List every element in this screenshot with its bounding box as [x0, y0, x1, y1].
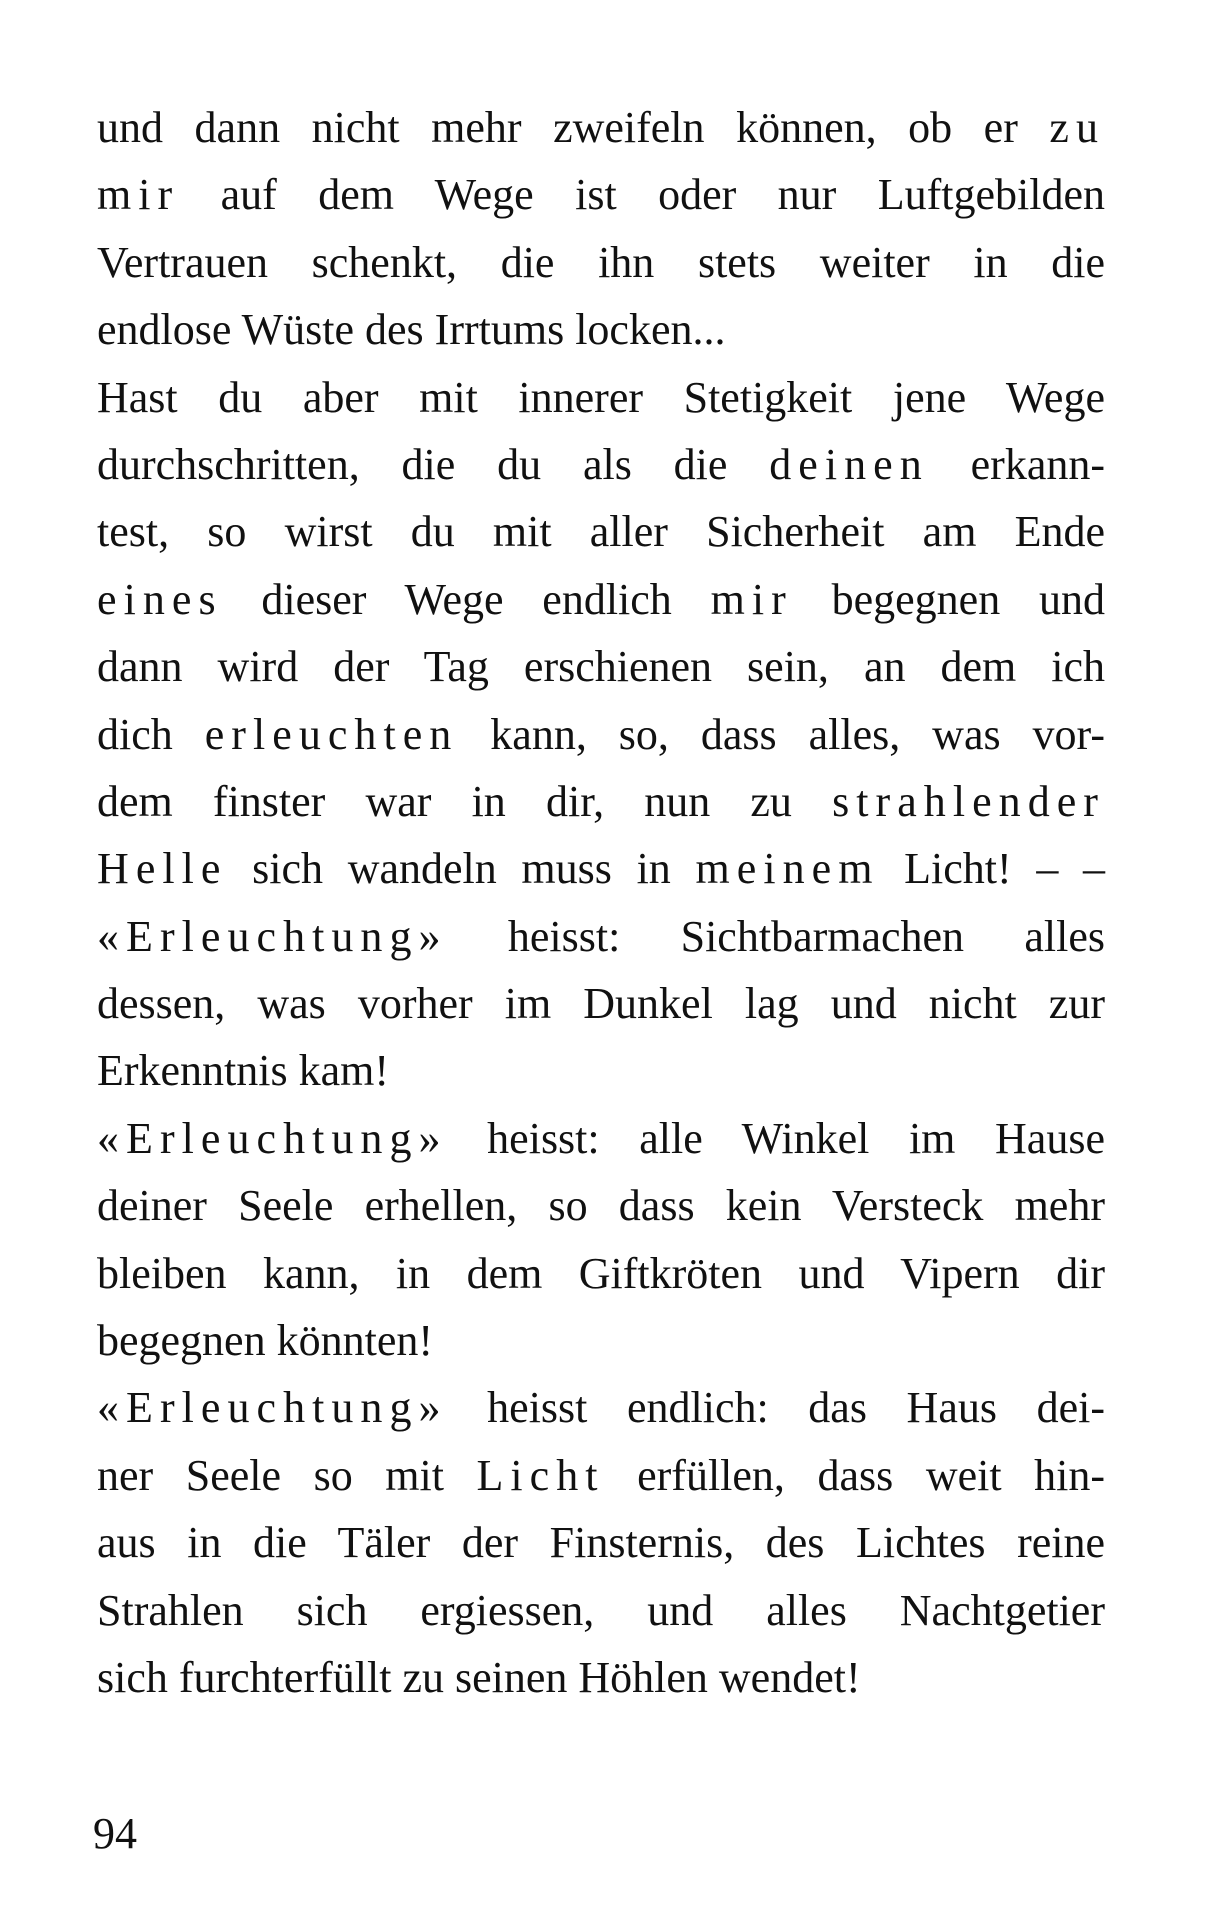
page-number: 94: [93, 1809, 137, 1858]
emphasized-text: erleuchten: [204, 709, 459, 759]
text-segment: heisst: Sichtbarmachen alles: [447, 911, 1105, 961]
emphasized-text: mir: [710, 574, 793, 624]
text-segment: auf dem Wege ist oder nur Luftgebilden: [179, 170, 1105, 220]
text-line: [97, 431, 1105, 498]
text-segment: dessen, was vorher im Dunkel lag und nicht zur: [97, 979, 1105, 1029]
text-line: [97, 1644, 1105, 1711]
emphasized-text: meinem: [695, 844, 880, 894]
text-segment: endlose Wüste des Irrtums locken...: [97, 305, 726, 355]
text-segment: heisst endlich: das Haus dei-: [447, 1383, 1105, 1433]
emphasized-text: «Erleuchtung»: [97, 911, 448, 961]
text-line: [97, 903, 1105, 970]
text-line: [97, 94, 1105, 161]
emphasized-text: «Erleuchtung»: [97, 1383, 448, 1433]
text-line: [97, 835, 1105, 902]
text-segment: test, so wirst du mit aller Sicherheit am Ende: [97, 507, 1105, 557]
emphasized-text: mir: [97, 170, 180, 220]
emphasized-text: eines: [97, 574, 223, 624]
text-segment: erfüllen, dass weit hin-: [604, 1450, 1106, 1500]
text-line: [97, 566, 1105, 633]
text-line: [97, 364, 1105, 431]
text-line: [97, 229, 1105, 296]
text-line: [97, 701, 1105, 768]
text-line: [97, 1037, 1105, 1104]
text-segment: begegnen und: [792, 574, 1105, 624]
text-segment: kann, so, dass alles, was vor-: [458, 709, 1105, 759]
text-line: [97, 1240, 1105, 1307]
text-segment: durchschritten, die du als die: [97, 439, 770, 489]
emphasized-text: Helle: [97, 844, 228, 894]
text-segment: erkann-: [928, 439, 1105, 489]
text-line: [97, 1509, 1105, 1576]
text-segment: begegnen könnten!: [97, 1316, 433, 1366]
emphasized-text: deinen: [769, 439, 929, 489]
text-line: [97, 1105, 1105, 1172]
text-segment: sich wandeln muss in: [227, 844, 696, 894]
text-line: [97, 970, 1105, 1037]
text-line: [97, 1307, 1105, 1374]
text-line: [97, 1577, 1105, 1644]
text-segment: deiner Seele erhellen, so dass kein Versteck mehr: [97, 1181, 1105, 1231]
text-line: [97, 296, 1105, 363]
emphasized-text: strahlender: [832, 776, 1105, 826]
text-segment: bleiben kann, in dem Giftkröten und Vipern dir: [97, 1248, 1105, 1298]
text-segment: sich furchterfüllt zu seinen Höhlen wendet!: [97, 1652, 861, 1702]
text-segment: dieser Wege endlich: [222, 574, 711, 624]
text-segment: ner Seele so mit: [97, 1450, 477, 1500]
text-line: [97, 498, 1105, 565]
text-segment: dem finster war in dir, nun zu: [97, 776, 833, 826]
text-segment: Erkenntnis kam!: [97, 1046, 390, 1096]
text-segment: Strahlen sich ergiessen, und alles Nachtgetier: [97, 1585, 1105, 1635]
text-line: [97, 633, 1105, 700]
emphasized-text: «Erleuchtung»: [97, 1113, 448, 1163]
emphasized-text: zu: [1049, 103, 1105, 152]
body-text: [97, 94, 1105, 1711]
text-segment: dich: [97, 709, 205, 759]
text-line: [97, 1442, 1105, 1509]
text-segment: Hast du aber mit innerer Stetigkeit jene Wege: [97, 372, 1105, 422]
text-segment: Vertrauen schenkt, die ihn stets weiter in die: [97, 237, 1105, 287]
text-segment: aus in die Täler der Finsternis, des Lichtes reine: [97, 1518, 1105, 1568]
emphasized-text: Licht: [476, 1450, 605, 1500]
text-line: [97, 768, 1105, 835]
text-line: [97, 1172, 1105, 1239]
text-segment: Licht! – –: [879, 844, 1105, 894]
text-line: [97, 161, 1105, 228]
text-segment: und dann nicht mehr zweifeln können, ob er: [97, 103, 1050, 152]
text-line: [97, 1374, 1105, 1441]
text-segment: dann wird der Tag erschienen sein, an dem ich: [97, 642, 1105, 692]
text-segment: heisst: alle Winkel im Hause: [447, 1113, 1105, 1163]
